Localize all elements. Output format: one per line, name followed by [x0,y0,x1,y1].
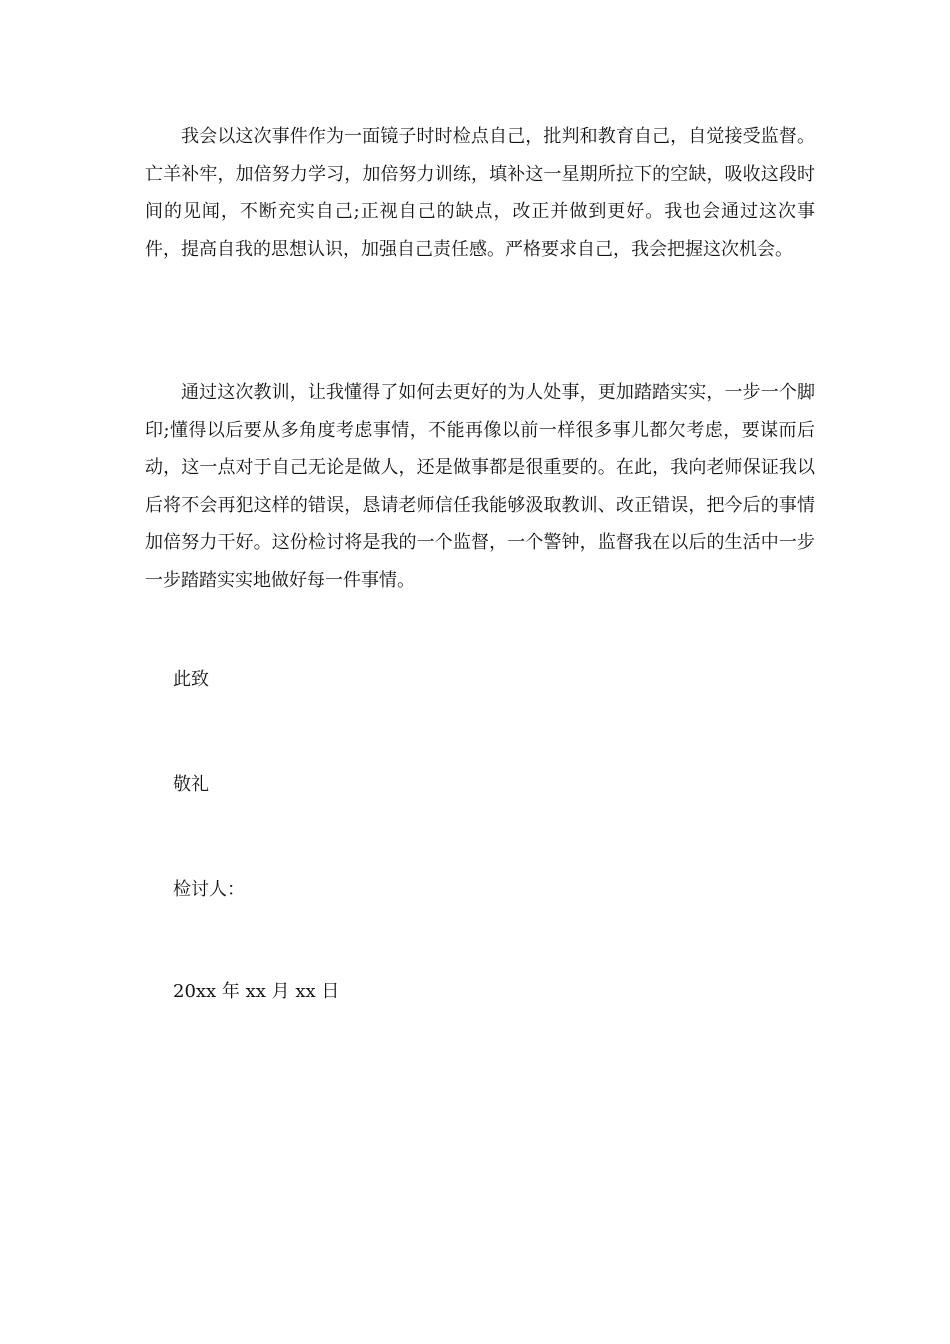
closing-text: 此致 [173,669,209,690]
body-paragraph-1: 我会以这次事件作为一面镜子时时检点自己，批判和教育自己，自觉接受监督。亡羊补牢，加倍努力学习，加倍努力训练，填补这一星期所拉下的空缺，吸收这段时间的见闻，不断充实自己;正视自己的缺点，改正并做到更好。我也会通过这次事件，提高自我的思想认识，加强自己责任感。严格要求自己，我会把握这次机会。 [145,126,815,260]
body-paragraph-2: 通过这次教训，让我懂得了如何去更好的为人处事，更加踏踏实实，一步一个脚印;懂得以后要从多角度考虑事情，不能再像以前一样很多事儿都欠考虑，要谋而后动，这一点对于自己无论是做人，还是做事都是很重要的。在此，我向老师保证我以后将不会再犯这样的错误，恳请老师信任我能够汲取教训、改正错误，把今后的事情加倍努力干好。这份检讨将是我的一个监督，一个警钟，监督我在以后的生活中一步一步踏踏实实地做好每一件事情。 [145,382,815,591]
salutation-text: 敬礼 [173,774,209,795]
date-line: 20xx 年 xx 月 xx 日 [173,981,340,1002]
signer-label: 检讨人： [173,879,245,900]
